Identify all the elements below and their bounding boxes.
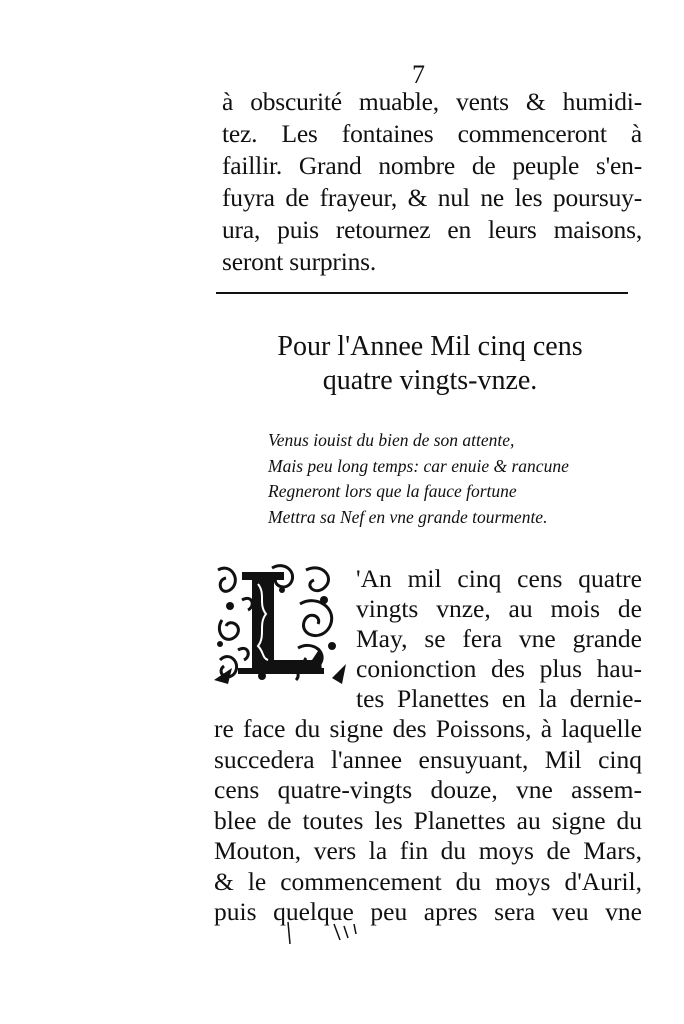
page-number: 7 <box>412 60 425 89</box>
text-line: faillir. Grand nombre de peuple s'en- <box>222 151 642 180</box>
text-line: & le commencement du moys d'Auril, <box>214 866 642 896</box>
text-line: succedera l'annee ensuyuant, Mil cinq <box>214 744 642 774</box>
main-paragraph-opening <box>356 564 642 714</box>
section-divider <box>216 292 628 294</box>
text-line: May, se fera vne grande <box>356 624 642 653</box>
text-line: puis quelque peu apres sera veu vne <box>214 897 642 926</box>
verse-line: Mais peu long temps: car enuie & rancune <box>268 455 569 476</box>
verse-line: Regneront lors que la fauce fortune <box>268 481 517 501</box>
text-line: cens quatre-vingts douze, vne assem- <box>214 775 642 804</box>
ink-smudge-icon <box>284 918 374 948</box>
title-line: Pour l'Annee Mil cinq cens <box>277 331 583 362</box>
text-line: fuyra de frayeur, & nul ne les poursuy- <box>222 183 642 212</box>
text-line: conionction des plus hau- <box>356 654 642 683</box>
verse-line: Venus iouist du bien de son attente, <box>268 430 515 450</box>
text-line: tez. Les fontaines commenceront à <box>222 119 642 148</box>
text-line: ura, puis retournez en leurs maisons, <box>222 215 642 244</box>
ornamental-initial-icon <box>212 560 346 686</box>
text-line: re face du signe des Poissons, à laquelle <box>214 714 642 743</box>
text-line: tes Planettes en la dernie- <box>356 684 642 713</box>
text-line: à obscurité muable, vents & humidi- <box>222 87 642 116</box>
verse-quatrain <box>268 428 638 530</box>
main-paragraph-continuation <box>214 714 642 928</box>
verse-line: Mettra sa Nef en vne grande tourmente. <box>268 506 548 527</box>
text-line: 'An mil cinq cens quatre <box>356 564 642 593</box>
text-line: seront surprins. <box>222 247 377 276</box>
previous-section-text <box>222 86 642 278</box>
text-line: Mouton, vers la fin du moys de Mars, <box>214 836 642 865</box>
section-title <box>230 330 630 398</box>
text-line: blee de toutes les Planettes au signe du <box>214 805 642 835</box>
title-line: quatre vingts-vnze. <box>322 365 538 396</box>
text-line: vingts vnze, au mois de <box>356 594 642 623</box>
